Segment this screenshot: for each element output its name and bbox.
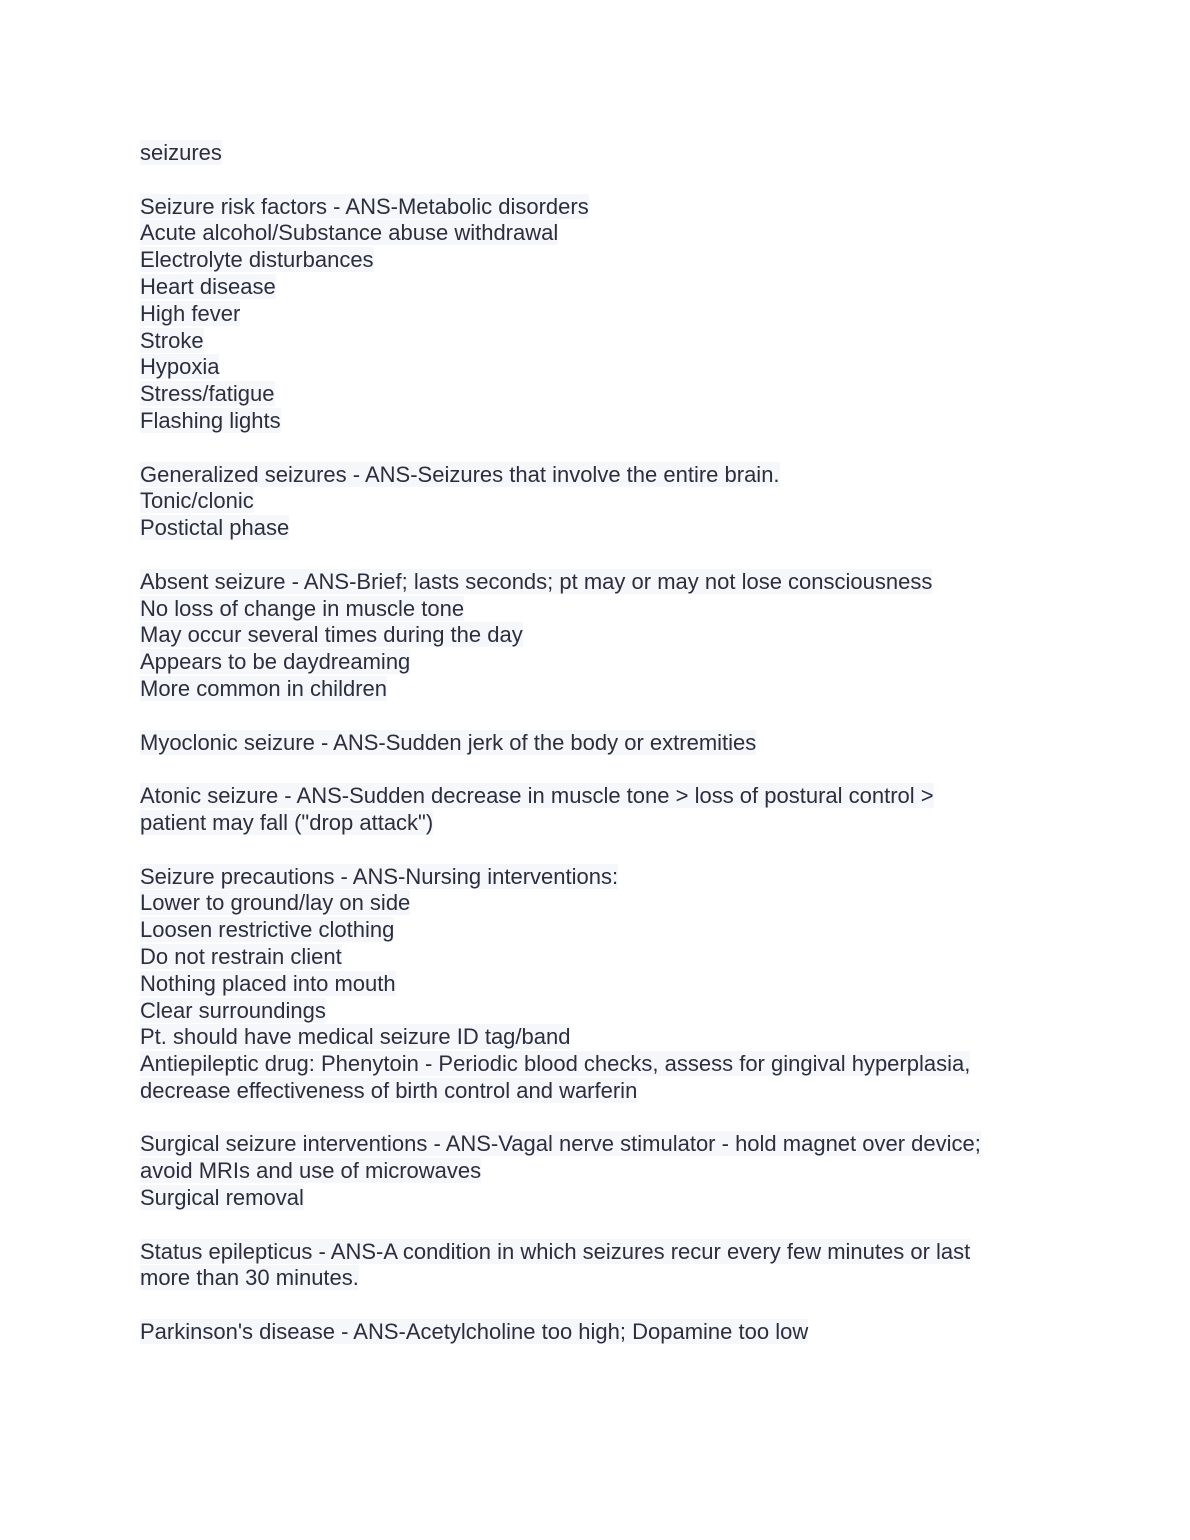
- document-body: [140, 140, 1050, 1346]
- line-text: Appears to be daydreaming: [140, 649, 411, 675]
- text-line: [140, 1265, 1050, 1292]
- document-title-line: [140, 140, 1050, 167]
- text-line: [140, 1051, 1050, 1078]
- line-text: Nothing placed into mouth: [140, 970, 396, 996]
- line-text: Surgical seizure interventions - ANS-Vagal nerve stimulator - hold magnet over device;: [140, 1131, 981, 1157]
- text-line: [140, 301, 1050, 328]
- qa-blocks: [140, 194, 1050, 1346]
- text-line: [140, 917, 1050, 944]
- line-text: avoid MRIs and use of microwaves: [140, 1158, 482, 1184]
- paragraph-gap: [140, 167, 1050, 194]
- text-line: [140, 569, 1050, 596]
- line-text: Heart disease: [140, 273, 276, 299]
- text-line: [140, 1319, 1050, 1346]
- text-line: [140, 194, 1050, 221]
- text-line: [140, 462, 1050, 489]
- text-line: [140, 408, 1050, 435]
- line-text: Electrolyte disturbances: [140, 247, 374, 273]
- line-text: Stress/fatigue: [140, 381, 275, 407]
- line-text: Stroke: [140, 327, 204, 353]
- qa-block: [140, 864, 1050, 1105]
- text-line: [140, 649, 1050, 676]
- text-line: [140, 998, 1050, 1025]
- line-text: Acute alcohol/Substance abuse withdrawal: [140, 220, 559, 246]
- document-title: seizures: [140, 140, 222, 165]
- line-text: Parkinson's disease - ANS-Acetylcholine too high; Dopamine too low: [140, 1319, 809, 1345]
- paragraph-gap: [140, 1212, 1050, 1239]
- line-text: Do not restrain client: [140, 943, 342, 969]
- line-text: High fever: [140, 300, 241, 326]
- line-text: Lower to ground/lay on side: [140, 890, 411, 916]
- line-text: Absent seizure - ANS-Brief; lasts seconds; pt may or may not lose consciousness: [140, 568, 933, 594]
- qa-block: [140, 783, 1050, 837]
- line-text: decrease effectiveness of birth control and warferin: [140, 1077, 638, 1103]
- line-text: Pt. should have medical seizure ID tag/band: [140, 1024, 571, 1050]
- text-line: [140, 247, 1050, 274]
- text-line: [140, 730, 1050, 757]
- text-line: [140, 864, 1050, 891]
- qa-block: [140, 1239, 1050, 1293]
- line-text: No loss of change in muscle tone: [140, 595, 465, 621]
- line-text: patient may fall ("drop attack"): [140, 809, 434, 835]
- qa-block: [140, 569, 1050, 703]
- text-line: [140, 515, 1050, 542]
- line-text: Seizure risk factors - ANS-Metabolic disorders: [140, 193, 589, 219]
- line-text: Generalized seizures - ANS-Seizures that involve the entire brain.: [140, 461, 780, 487]
- text-line: [140, 220, 1050, 247]
- qa-block: [140, 194, 1050, 435]
- text-line: [140, 1185, 1050, 1212]
- text-line: [140, 381, 1050, 408]
- paragraph-gap: [140, 837, 1050, 864]
- text-line: [140, 676, 1050, 703]
- text-line: [140, 1239, 1050, 1266]
- text-line: [140, 1078, 1050, 1105]
- line-text: Clear surroundings: [140, 997, 326, 1023]
- line-text: Tonic/clonic: [140, 488, 254, 514]
- text-line: [140, 354, 1050, 381]
- line-text: more than 30 minutes.: [140, 1265, 359, 1291]
- line-text: Seizure precautions - ANS-Nursing interventions:: [140, 863, 619, 889]
- line-text: Atonic seizure - ANS-Sudden decrease in muscle tone > loss of postural control >: [140, 783, 934, 809]
- line-text: Myoclonic seizure - ANS-Sudden jerk of the body or extremities: [140, 729, 757, 755]
- text-line: [140, 596, 1050, 623]
- qa-block: [140, 1319, 1050, 1346]
- text-line: [140, 488, 1050, 515]
- line-text: Flashing lights: [140, 407, 281, 433]
- text-line: [140, 944, 1050, 971]
- line-text: Loosen restrictive clothing: [140, 917, 395, 943]
- paragraph-gap: [140, 703, 1050, 730]
- text-line: [140, 890, 1050, 917]
- paragraph-gap: [140, 1292, 1050, 1319]
- text-line: [140, 810, 1050, 837]
- line-text: May occur several times during the day: [140, 622, 523, 648]
- line-text: Status epilepticus - ANS-A condition in which seizures recur every few minutes or last: [140, 1238, 971, 1264]
- text-line: [140, 274, 1050, 301]
- paragraph-gap: [140, 542, 1050, 569]
- line-text: Postictal phase: [140, 515, 290, 541]
- text-line: [140, 971, 1050, 998]
- text-line: [140, 783, 1050, 810]
- text-line: [140, 1158, 1050, 1185]
- text-line: [140, 328, 1050, 355]
- paragraph-gap: [140, 756, 1050, 783]
- line-text: Hypoxia: [140, 354, 220, 380]
- qa-block: [140, 730, 1050, 757]
- line-text: More common in children: [140, 675, 387, 701]
- text-line: [140, 1131, 1050, 1158]
- qa-block: [140, 462, 1050, 542]
- line-text: Surgical removal: [140, 1185, 304, 1211]
- text-line: [140, 622, 1050, 649]
- paragraph-gap: [140, 435, 1050, 462]
- text-line: [140, 1024, 1050, 1051]
- line-text: Antiepileptic drug: Phenytoin - Periodic blood checks, assess for gingival hyperplasia,: [140, 1051, 971, 1077]
- paragraph-gap: [140, 1105, 1050, 1132]
- qa-block: [140, 1131, 1050, 1211]
